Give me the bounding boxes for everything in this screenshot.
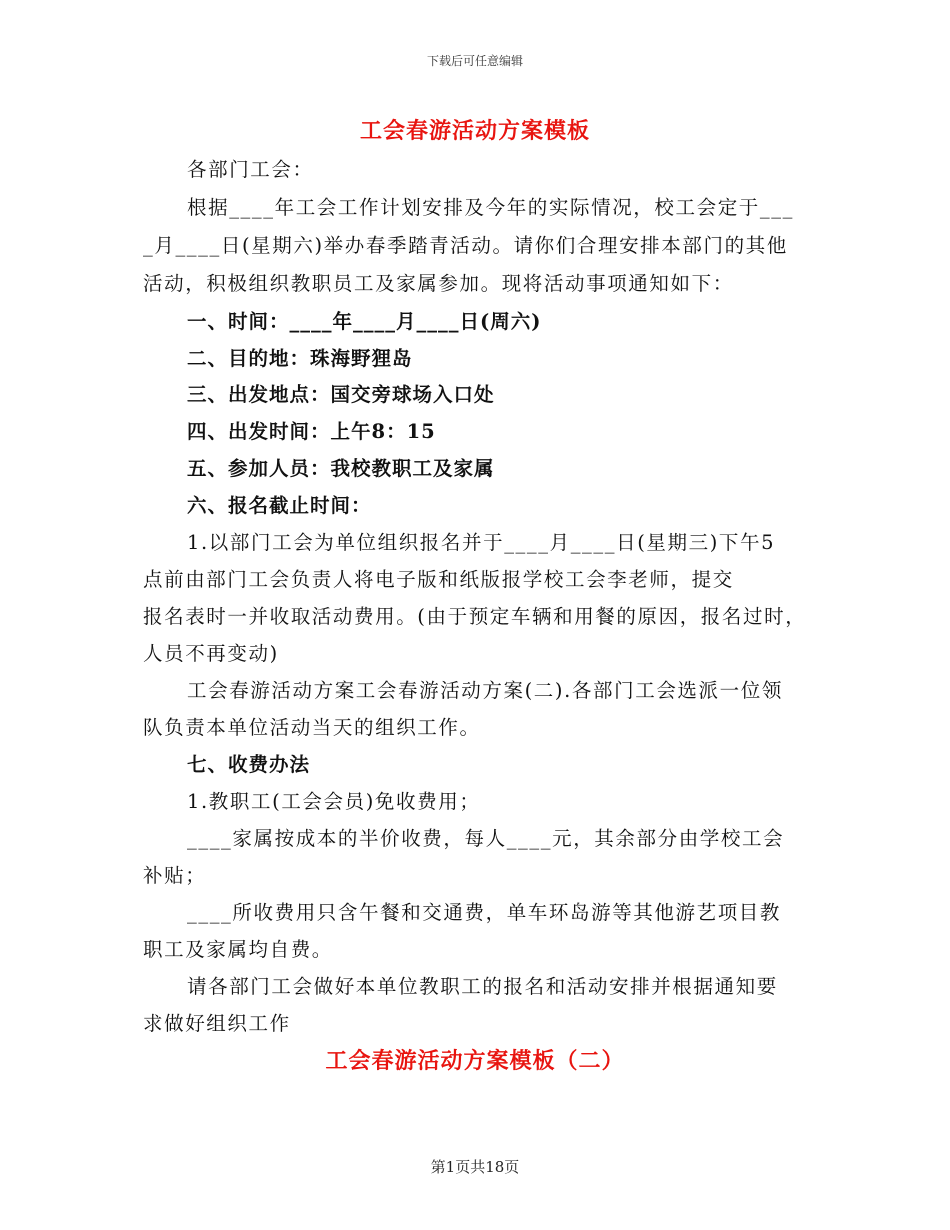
intro-line-3: 活动，积极组织教职员工及家属参加。现将活动事项通知如下： [143, 272, 734, 295]
fee-line-3: 补贴； [143, 864, 207, 887]
fee-line-4: ____所收费用只含午餐和交通费，单车环岛游等其他游艺项目教 [187, 901, 782, 924]
leader-note-line-2: 队负责本单位活动当天的组织工作。 [143, 716, 481, 739]
intro-line-1: 根据____年工会工作计划安排及今年的实际情况，校工会定于___ [187, 196, 794, 219]
fee-line-2: ____家属按成本的半价收费，每人____元，其余部分由学校工会 [187, 827, 785, 850]
item-participants: 五、参加人员：我校教职工及家属 [187, 457, 495, 480]
fee-line-1: 1.教职工(工会会员)免收费用； [187, 790, 481, 813]
intro-line-2: _月____日(星期六)举办春季踏青活动。请你们合理安排本部门的其他 [143, 234, 788, 257]
registration-line-3: 报名表时一并收取活动费用。(由于预定车辆和用餐的原因，报名过时， [143, 605, 807, 628]
registration-line-1: 1.以部门工会为单位组织报名并于____月____日(星期三)下午5 [187, 531, 776, 554]
fee-heading: 七、收费办法 [187, 753, 311, 776]
registration-line-4: 人员不再变动) [143, 642, 279, 665]
page-footer: 第1页共18页 [430, 1158, 520, 1176]
item-deadline: 六、报名截止时间： [187, 494, 372, 517]
document-title: 工会春游活动方案模板 [359, 118, 590, 144]
fee-line-5: 职工及家属均自费。 [143, 938, 333, 961]
second-title: 工会春游活动方案模板（二） [325, 1048, 625, 1074]
item-destination: 二、目的地：珠海野狸岛 [187, 347, 413, 370]
header-note: 下载后可任意编辑 [426, 54, 523, 68]
salutation: 各部门工会： [187, 158, 314, 181]
closing-line-1: 请各部门工会做好本单位教职工的报名和活动安排并根据通知要 [187, 975, 778, 998]
item-time: 一、时间：____年____月____日(周六) [187, 310, 542, 333]
closing-line-2: 求做好组织工作 [143, 1012, 291, 1035]
item-departure-time: 四、出发时间：上午8：15 [187, 420, 436, 443]
registration-line-2: 点前由部门工会负责人将电子版和纸版报学校工会李老师，提交 [143, 568, 734, 591]
leader-note-line-1: 工会春游活动方案工会春游活动方案(二).各部门工会选派一位领 [187, 679, 783, 702]
item-departure-place: 三、出发地点：国交旁球场入口处 [187, 383, 495, 406]
